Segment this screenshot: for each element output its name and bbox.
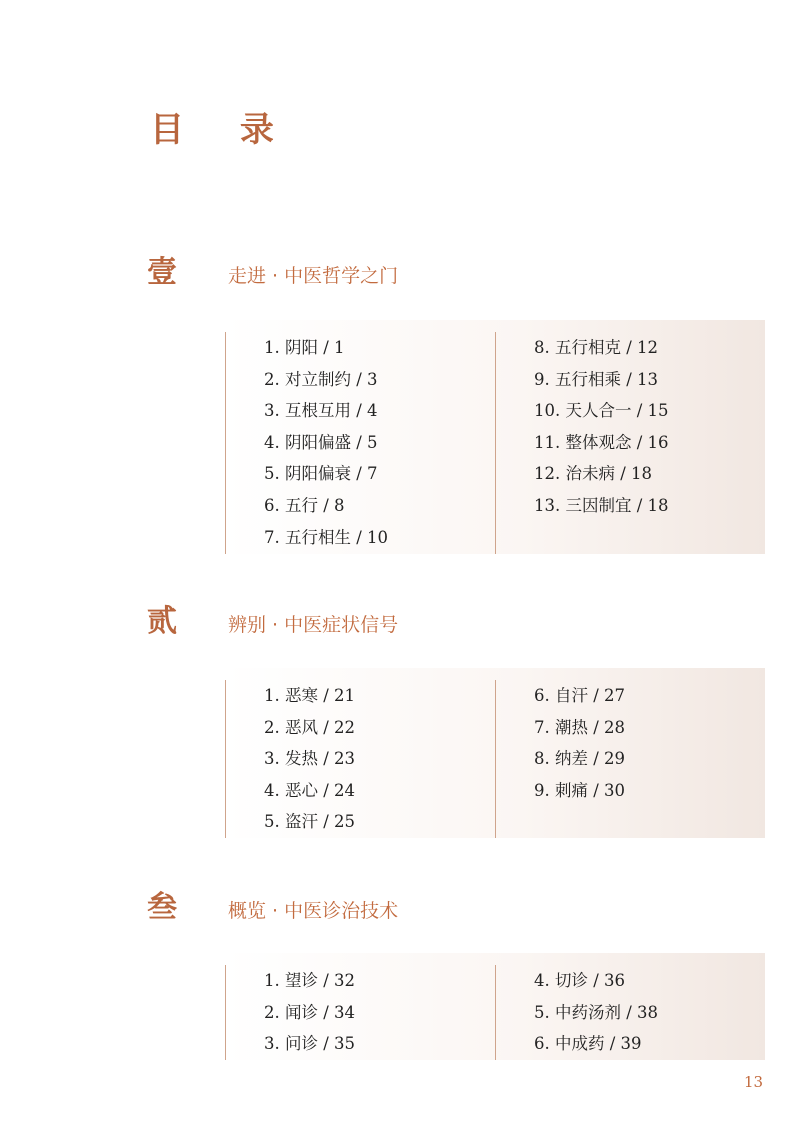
toc-box-1 — [225, 320, 765, 554]
toc-entry[interactable]: 4. 恶心 / 24 — [264, 780, 356, 800]
toc-entry[interactable]: 12. 治未病 / 18 — [534, 464, 653, 484]
toc-column-right — [495, 332, 669, 554]
toc-entry[interactable]: 5. 中药汤剂 / 38 — [534, 1002, 659, 1022]
toc-entry[interactable]: 8. 五行相克 / 12 — [534, 338, 659, 357]
toc-box-2 — [225, 668, 765, 838]
toc-entry[interactable]: 5. 盗汗 / 25 — [264, 812, 356, 832]
toc-entry[interactable]: 8. 纳差 / 29 — [534, 749, 626, 769]
toc-column-left — [225, 965, 355, 1060]
toc-entry[interactable]: 4. 阴阳偏盛 / 5 — [264, 432, 378, 452]
toc-entry[interactable]: 1. 恶寒 / 21 — [264, 686, 356, 705]
toc-column-left — [225, 332, 388, 554]
toc-column-right — [495, 965, 658, 1060]
toc-entry[interactable]: 7. 潮热 / 28 — [534, 717, 626, 737]
toc-entry[interactable]: 9. 刺痛 / 30 — [534, 780, 626, 800]
section-number: 叁 — [147, 890, 177, 925]
toc-entry[interactable]: 11. 整体观念 / 16 — [534, 432, 669, 452]
toc-entry[interactable]: 6. 中成药 / 39 — [534, 1034, 642, 1054]
toc-entry[interactable]: 13. 三因制宜 / 18 — [534, 495, 669, 515]
page-number: 13 — [744, 1073, 764, 1091]
section-title: 辨别 · 中医症状信号 — [228, 614, 399, 636]
toc-entry[interactable]: 7. 五行相生 / 10 — [264, 527, 389, 547]
toc-entry[interactable]: 2. 恶风 / 22 — [264, 717, 356, 737]
toc-column-right — [495, 680, 625, 838]
toc-entry[interactable]: 1. 望诊 / 32 — [264, 971, 356, 990]
section-title: 概览 · 中医诊治技术 — [228, 900, 399, 922]
toc-entry[interactable]: 4. 切诊 / 36 — [534, 971, 626, 990]
toc-entry[interactable]: 9. 五行相乘 / 13 — [534, 369, 659, 389]
toc-column-left — [225, 680, 355, 838]
toc-entry[interactable]: 6. 自汗 / 27 — [534, 686, 626, 705]
toc-entry[interactable]: 2. 闻诊 / 34 — [264, 1002, 356, 1022]
toc-entry[interactable]: 6. 五行 / 8 — [264, 495, 345, 515]
toc-entry[interactable]: 1. 阴阳 / 1 — [264, 338, 345, 357]
page-title: 目 录 — [150, 110, 296, 150]
section-title: 走进 · 中医哲学之门 — [228, 265, 399, 287]
section-number: 壹 — [147, 255, 177, 290]
toc-entry[interactable]: 3. 互根互用 / 4 — [264, 401, 378, 421]
toc-entry[interactable]: 5. 阴阳偏衰 / 7 — [264, 464, 378, 484]
toc-entry[interactable]: 2. 对立制约 / 3 — [264, 369, 378, 389]
toc-entry[interactable]: 10. 天人合一 / 15 — [534, 401, 669, 421]
toc-entry[interactable]: 3. 问诊 / 35 — [264, 1034, 356, 1054]
toc-entry[interactable]: 3. 发热 / 23 — [264, 749, 356, 769]
section-number: 贰 — [147, 604, 177, 639]
toc-box-3 — [225, 953, 765, 1060]
